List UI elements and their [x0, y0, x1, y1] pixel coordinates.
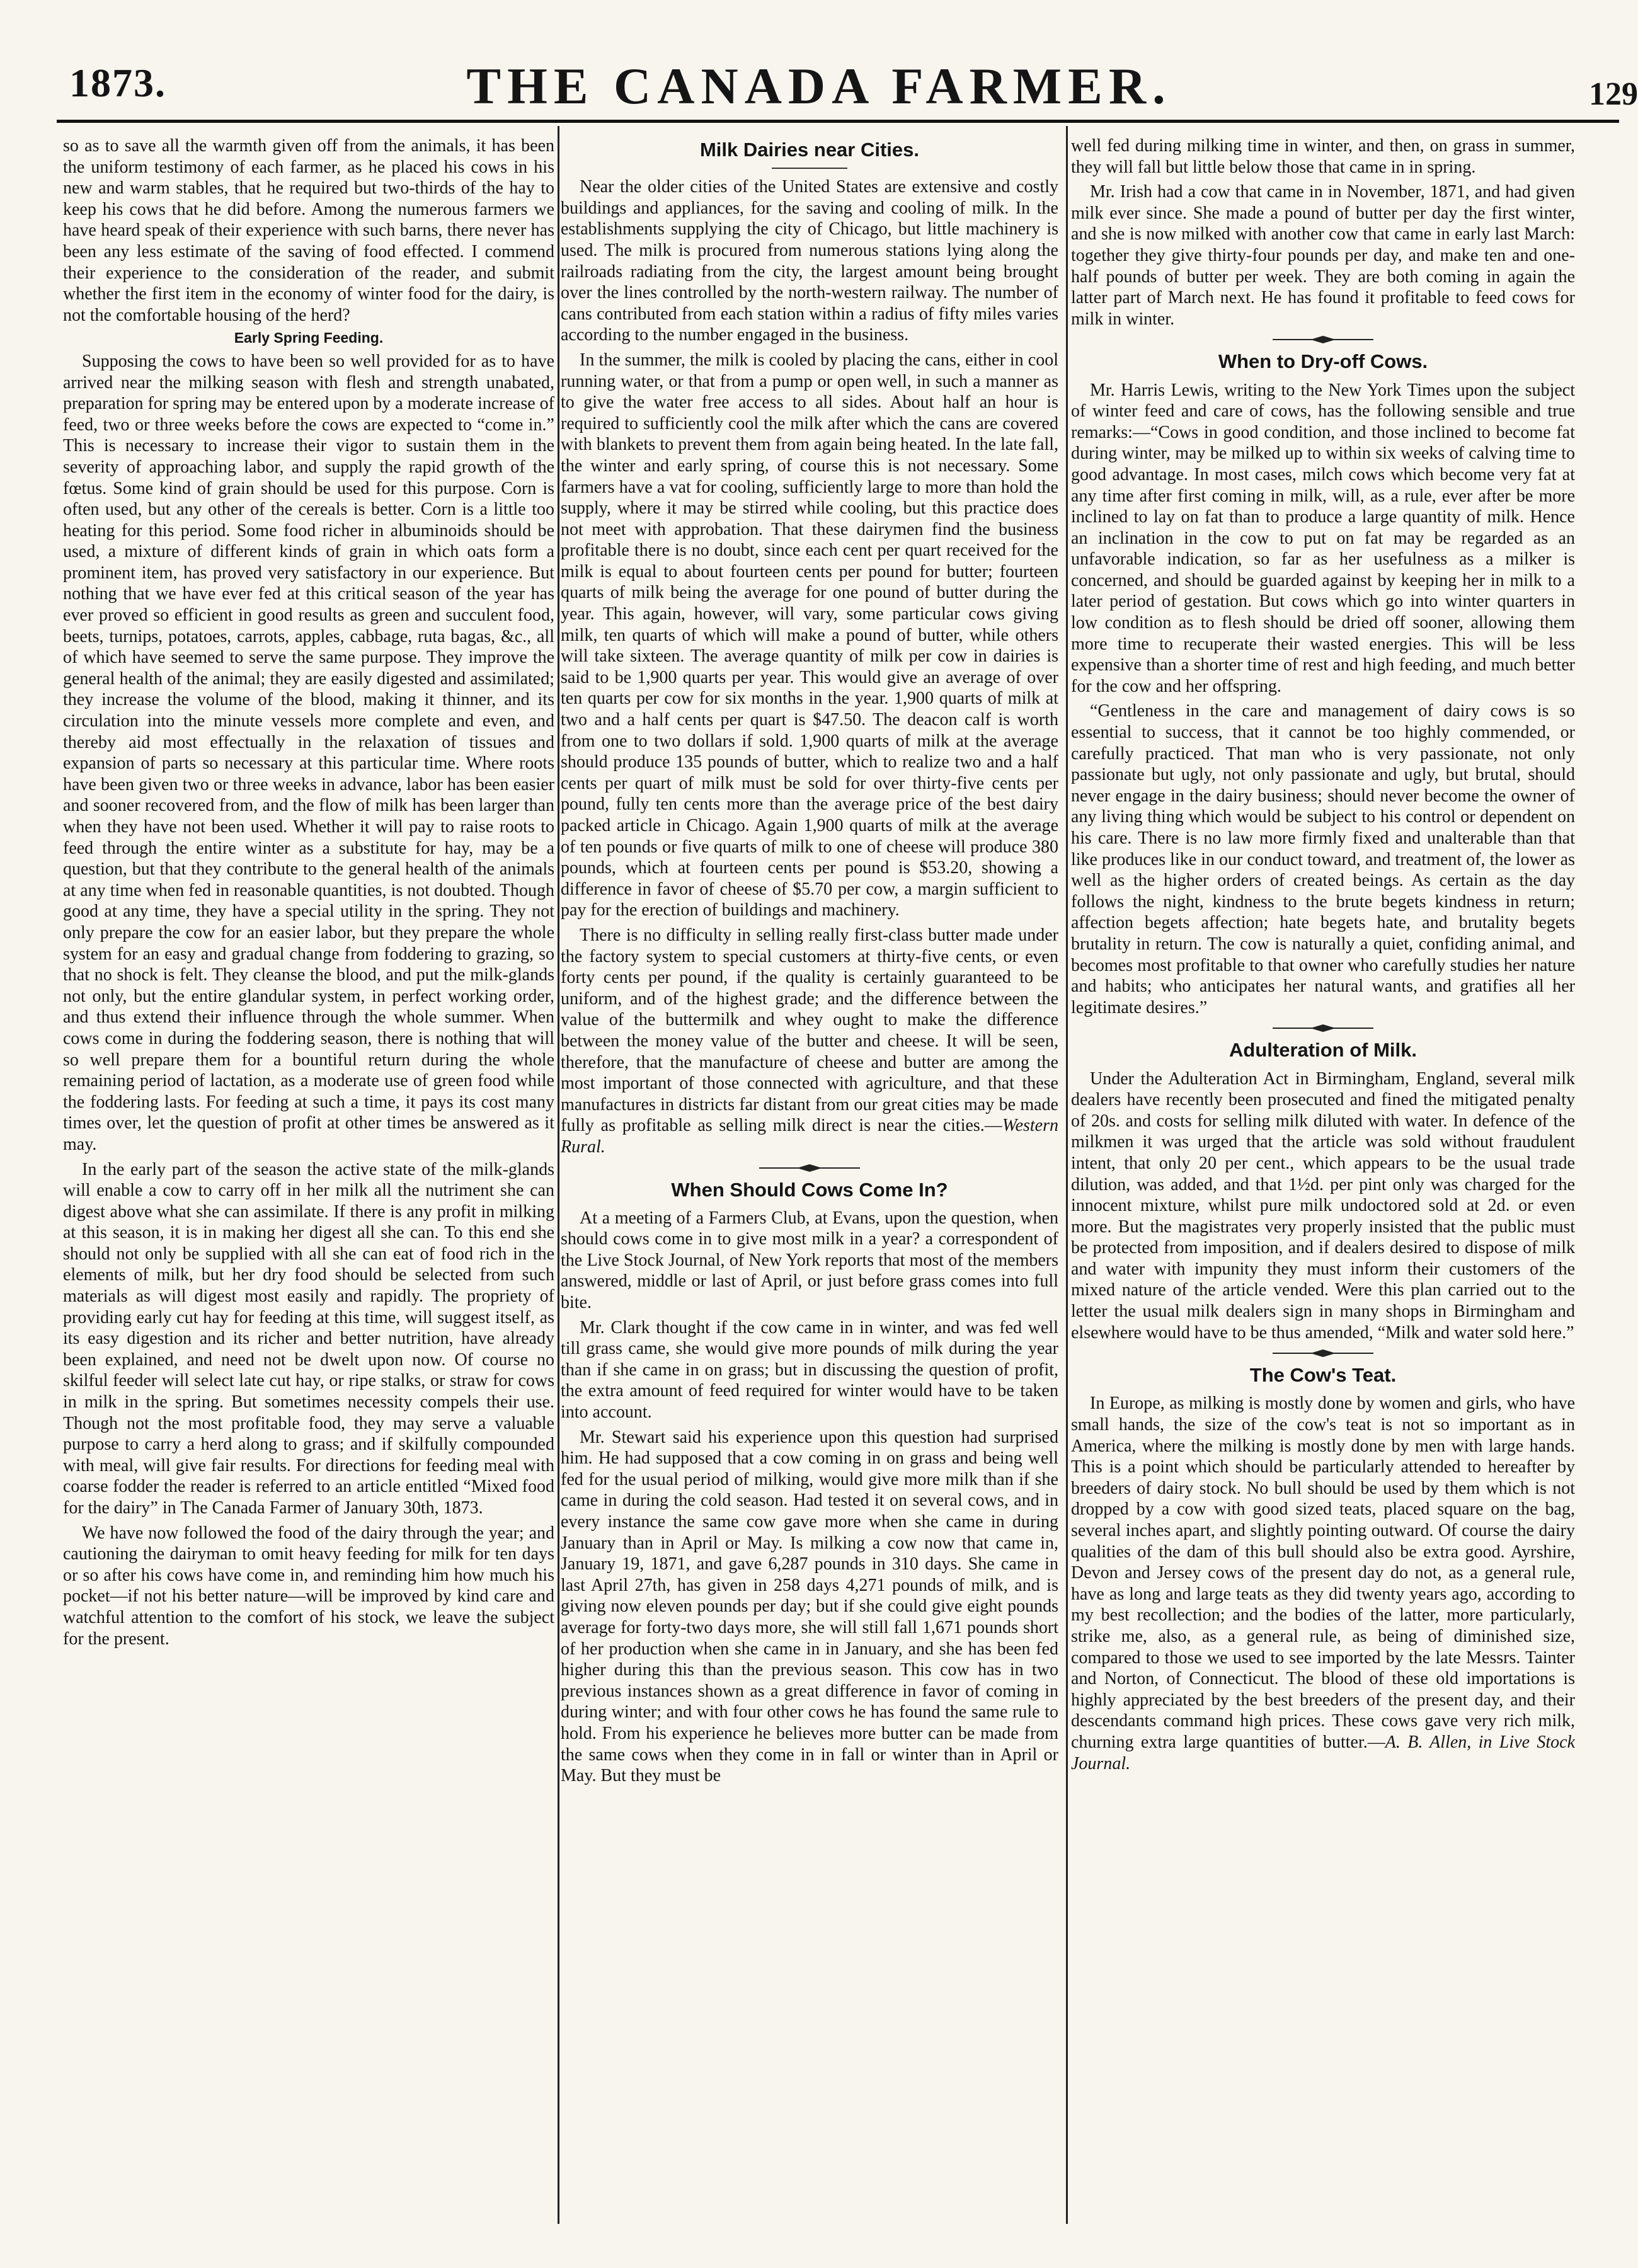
paragraph	[1071, 1393, 1575, 1774]
newspaper-title: THE CANADA FARMER.	[466, 57, 1172, 115]
paragraph: Mr. Stewart said his experience upon this question had surprised him. He had supposed that a cow coming in on grass and being well fed for the usual period of milking, would give more milk than if she came in during the cold season. Had tested it on several cows, and in every instance the same cow gave more when she came in during January than in April or May. Is milking a cow now that came in, January 19, 1871, and gave 6,287 pounds in 310 days. She came in last April 27th, has given in 258 days 4,271 pounds of milk, and is giving now eleven pounds per day; but if she could give eight pounds average for forty-two days more, she will still fall 1,671 pounds short of her production when she came in in January, and she has been fed higher during this than the previous season. This cow has in two previous instances shown as a great difference in favor of coming in during winter; and with four other cows he has found the same rule to hold. From his experience he believes more butter can be made from the same cows when they come in in fall or winter than in April or May. But they must be	[561, 1427, 1058, 1786]
column-3	[1071, 135, 1575, 2221]
paragraph	[561, 925, 1058, 1158]
article-source: Western Rural.	[561, 1116, 1058, 1157]
article-title-when-to-dry-off-cows: When to Dry-off Cows.	[1218, 350, 1428, 373]
paragraph: Under the Adulteration Act in Birmingham, England, several milk dealers have recently been prosecuted and fined the mitigated penalty of 20s. and costs for selling milk diluted with water. In defence of the milkmen it was urged that the article was sold without fraudulent intent, that only 20 per cent., which appears to be the usual trade dilution, was added, and that 1½d. per pint only was charged for the innocent mixture, whilst pure milk undoctored sold at 2d. or even more. But the magistrates very properly insisted that the public must be protected from imposition, and if dealers desired to dispose of milk and water with impunity they must inform their customers of the mixed nature of the article vended. Were this plan carried out to the letter the usual milk dealers sign in many shops in Birmingham and elsewhere would have to be thus amended, “Milk and water sold here.”	[1071, 1068, 1575, 1343]
issue-year: 1873.	[69, 60, 166, 105]
masthead	[0, 0, 1638, 132]
paragraph-text: There is no difficulty in selling really first-class butter made under the factory system to special customers at thirty-five cents, or even forty cents per pound, if the quality is certainly guaranteed to be uniform, and of the highest grade; and the difference between the value of the buttermilk and whey ought to make the difference between the money value of the butter and cheese. It will be seen, therefore, that the manufacture of cheese and butter are among the most important of those connected with agriculture, and that these manufactures in districts far distant from our great cities may be made fully as profitable as selling milk direct is near the cities.—	[561, 925, 1058, 1136]
section-separator-ornament	[759, 1163, 860, 1173]
paragraph: At a meeting of a Farmers Club, at Evans, upon the question, when should cows come in to give most milk in a year? a correspondent of the Live Stock Journal, of New York reports that most of the members answered, middle or last of April, or just before grass comes into full bite.	[561, 1208, 1058, 1313]
column-divider	[1066, 126, 1068, 2224]
article-title-adulteration-of-milk: Adulteration of Milk.	[1229, 1039, 1417, 1062]
paragraph: In the early part of the season the active state of the milk-glands will enable a cow to carry off in her milk all the nutriment she can digest above what she can assimilate. If there is any profit in milking at this season, it is in making her digest all she can. To this end she should not only be supplied with all she can eat of food rich in the elements of milk, but her dry food should be selected from such materials as will digest most easily and rapidly. The propriety of providing early cut hay for feeding at this time, will suggest itself, as its easy digestion and its richer and better nutrition, have already been explained, and need not be dwelt upon now. Of course no skilful feeder will select late cut hay, or ripe stalks, or straw for cows in milk in the spring. But sometimes necessity compels their use. Though not the most profitable food, they may serve a valuable purpose to carry a herd along to grass; and if skilfully compounded with meal, will give fair results. For directions for feeding meal with coarse fodder the reader is referred to an article entitled “Mixed food for the dairy” in The Canada Farmer of January 30th, 1873.	[63, 1159, 554, 1518]
title-underline	[772, 168, 847, 169]
paragraph: Mr. Harris Lewis, writing to the New York Times upon the subject of winter feed and care of cows, has the following sensible and true remarks:—“Cows in good condition, and those inclined to become fat during winter, may be milked up to within six weeks of calving time to good advantage. In most cases, milch cows which become very fat at any time after first coming in milk, will, as a rule, ever after be more inclined to lay on fat than to produce a large quantity of milk. Hence an inclination in the cow to put on fat may be regarded as an unfavorable indication, so far as her usefulness as a milker is concerned, and should be guarded against by keeping her in milk to a later period of gestation. But cows which go into winter quarters in low condition as to flesh should be dried off sooner, allowing them more time to recuperate their wasted energies. This will be less expensive than a shorter time of rest and high feeding, and much better for the cow and her offspring.	[1071, 380, 1575, 696]
paragraph: In the summer, the milk is cooled by placing the cans, either in cool running water, or that from a pump or open well, in such a manner as to give the water free access to all sides. About half an hour is required to sufficiently cool the milk after which the cans are covered with blankets to prevent them from again being heated. In the late fall, the winter and early spring, of course this is not necessary. Some farmers have a vat for cooling, sufficiently large to more than hold the supply, where it may be stirred while cooling, but this practice does not meet with approbation. That these dairymen find the business profitable there is no doubt, since each cent per quart received for the milk is equal to about fourteen cents per pound for butter; fourteen quarts of milk being the average for one pound of butter during the year. This again, however, will vary, some particular cows giving milk, ten quarts of which will make a pound of butter, while others will take sixteen. The average quantity of milk per cow in dairies is said to be 1,900 quarts per year. This would give an average of over ten quarts per cow for six months in the year. 1,900 quarts of milk at two and a half cents per quart is $47.50. The deacon calf is worth from one to two dollars if sold. 1,900 quarts of milk at the average should produce 135 pounds of butter, which to realize two and a half cents per quart of milk must be sold for over thirty-five cents per pound, fully ten cents more than the average price of the best dairy packed article in Chicago. Again 1,900 quarts of milk at the average of ten pounds or five quarts of milk to one of cheese will produce 380 pounds, which at fourteen cents per pound is $53.20, showing a difference in favor of cheese of $5.70 per cow, a margin sufficient to pay for the erection of buildings and machinery.	[561, 350, 1058, 920]
subheading-early-spring-feeding: Early Spring Feeding.	[234, 329, 384, 346]
column-2	[561, 135, 1058, 2221]
paragraph: Near the older cities of the United States are extensive and costly buildings and appliances, for the saving and cooling of milk. In the establishments supplying the city of Chicago, but little machinery is used. The milk is procured from numerous stations lying along the railroads radiating from the city, the largest amount being brought over the lines controlled by the north-western railway. The number of cans contributed from each station within a radius of fifty miles varies according to the number engaged in the business.	[561, 177, 1058, 345]
page-number: 129	[1589, 76, 1638, 112]
paragraph: We have now followed the food of the dairy through the year; and cautioning the dairyman to omit heavy feeding for milk for ten days or so after his cows have come in, and reminding him how much his pocket—if not his better nature—will be improved by kind care and watchful attention to the comfort of his stock, we leave the subject for the present.	[63, 1523, 554, 1649]
paragraph: so as to save all the warmth given off from the animals, it has been the uniform testimony of each farmer, as he placed his cows in his new and warm stables, that he required but two-thirds of the hay to keep his cows that he did before. Among the numerous farmers we have heard speak of their experience with such barns, there never has been any less estimate of the saving of food effected. I commend their experience to the consideration of the reader, and submit whether the first item in the economy of winter food for the dairy, is not the comfortable housing of the herd?	[63, 136, 554, 325]
paragraph: “Gentleness in the care and management of dairy cows is so essential to success, that it cannot be too highly commended, or carefully practiced. That man who is very passionate, not only passionate but ugly, not only passionate and ugly, but brutal, should never engage in the dairy business; should never become the owner of any living thing which would be subject to his control or dependent on his care. There is no law more firmly fixed and unalterable than that like produces like in our conduct toward, and treatment of, the lower as well as the higher orders of created beings. As certain as the day follows the night, kindness to the brute begets kindness in return; affection begets affection; hate begets hate, and brutality begets brutality in return. The cow is naturally a quiet, confiding animal, and becomes most profitable to that owner who carefully studies her nature and habits; who anticipates her natural wants, and gratifies all her legitimate desires.”	[1071, 701, 1575, 1017]
section-separator-ornament	[1273, 1023, 1373, 1033]
paragraph: Mr. Clark thought if the cow came in in winter, and was fed well till grass came, she would give more pounds of milk during the year than if she came in on grass; but in discussing the question of profit, the extra amount of feed required for winter would have to be taken into account.	[561, 1317, 1058, 1423]
section-separator-ornament	[1273, 335, 1373, 345]
header-rule	[57, 120, 1619, 123]
paragraph: well fed during milking time in winter, and then, on grass in summer, they will fall but little below those that came in in spring.	[1071, 136, 1575, 177]
paragraph: Supposing the cows to have been so well provided for as to have arrived near the milking season with flesh and strength unabated, preparation for spring may be entered upon by a moderate increase of feed, two or three weeks before the cows are expected to “come in.” This is necessary to increase their vigor to sustain them in the severity of approaching labor, and supply the rapid growth of the fœtus. Some kind of grain should be used for this purpose. Corn is often used, but any other of the cereals is better. Corn is a little too heating for this period. Some food richer in albuminoids should be used, a mixture of different kinds of grain in which oats form a prominent item, has proved very satisfactory in our experience. But nothing that we have ever fed at this critical season of the year has ever proved so efficient in good results as green and succulent food, beets, turnips, potatoes, carrots, apples, cabbage, ruta bagas, &c., all of which have seemed to serve the same purpose. They improve the general health of the animal; they are easily digested and assimilated; they increase the volume of the blood, making it thinner, and its circulation into the minute vessels more complete and even, and thereby aid most effectually in the relaxation of tissues and expansion of parts so necessary at this particular time. Where roots have been given two or three weeks in advance, labor has been easier and sooner recovered from, and the flow of milk has been larger than when they have not been used. Whether it will pay to raise roots to feed through the entire winter as a substitute for hay, may be a question, but that they contribute to the general health of the animals at any time when fed in reasonable quantities, is not doubted. Though good at any time, they have a special utility in the spring. They not only prepare the cow for an easier labor, but they prepare the whole system for an easy and gradual change from foddering to grazing, so that no shock is felt. They cleanse the blood, and put the milk-glands not only, but the entire glandular system, in perfect working order, and thus extend their influence through the whole summer. When cows come in during the foddering season, there is nothing that will so well prepare them for a bountiful return during the whole remaining period of lactation, as a moderate use of green food while the foddering lasts. For feeding at such a time, it pays its cost many times over, let the question of profit at other times be answered as it may.	[63, 351, 554, 1154]
paragraph: Mr. Irish had a cow that came in in November, 1871, and had given milk ever since. She made a pound of butter per day the first winter, and she is now milked with another cow that came in early last March: together they give thirty-four pounds per day, and make ten and one-half pounds of butter per week. They are both coming in again the latter part of March next. He has found it profitable to feed cows for milk in winter.	[1071, 182, 1575, 329]
article-title-when-should-cows-come-in: When Should Cows Come In?	[671, 1178, 948, 1201]
column-divider	[558, 126, 559, 2224]
article-title-milk-dairies: Milk Dairies near Cities.	[699, 139, 920, 161]
section-separator-ornament	[1273, 1348, 1373, 1358]
column-1	[63, 135, 554, 2221]
article-source: A. B. Allen, in Live Stock Journal.	[1071, 1732, 1575, 1773]
article-title-the-cows-teat: The Cow's Teat.	[1249, 1364, 1397, 1387]
paragraph-text: In Europe, as milking is mostly done by women and girls, who have small hands, the size of the cow's teat is not so important as in America, where the milking is mostly done by men with large hands. This is a point which should be particularly attended to hereafter by breeders of dairy stock. No bull should be used by them which is not dropped by a cow with good sized teats, placed square on the bag, several inches apart, and slightly pointing outward. Of course the dairy qualities of the dam of this bull should also be extra good. Ayrshire, Devon and Jersey cows of the present day do not, as a general rule, have as long and large teats as they did twenty years ago, according to my best recollection; and the bodies of the latter, more particularly, strike me, also, as a general rule, as being of diminished size, compared to those we used to see imported by the late Messrs. Tainter and Norton, of Connecticut. The blood of these old importations is highly appreciated by the best breeders of the present day, and their descendants command high prices. These cows gave very rich milk, churning extra large quantities of butter.—	[1071, 1394, 1575, 1752]
